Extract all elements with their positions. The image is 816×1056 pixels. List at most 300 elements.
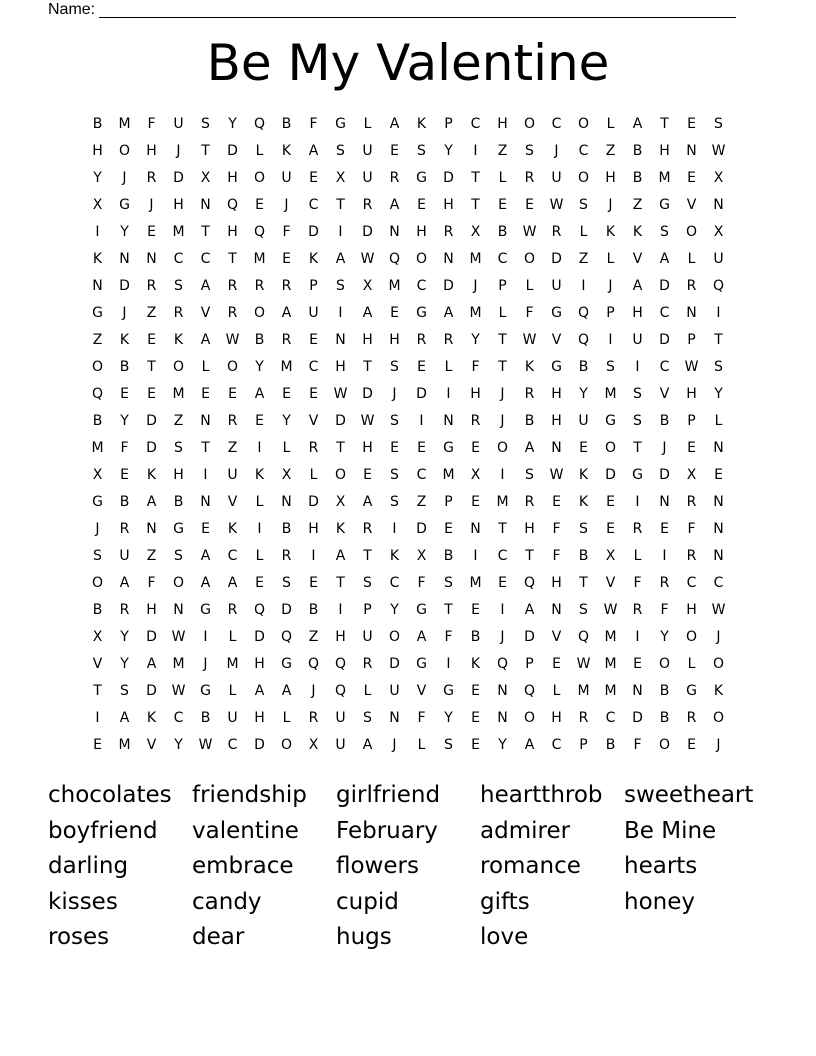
grid-letter[interactable]: H xyxy=(551,575,562,591)
grid-letter[interactable]: Y xyxy=(120,224,129,240)
grid-letter[interactable]: W xyxy=(360,413,375,429)
grid-letter[interactable]: H xyxy=(389,332,400,348)
grid-letter[interactable]: Y xyxy=(498,737,507,753)
grid-letter[interactable]: N xyxy=(200,494,211,510)
grid-letter[interactable]: M xyxy=(469,575,482,591)
grid-letter[interactable]: R xyxy=(281,332,292,348)
grid-letter[interactable]: K xyxy=(92,251,103,267)
grid-letter[interactable]: H xyxy=(551,710,562,726)
grid-letter[interactable]: E xyxy=(120,467,129,483)
grid-letter[interactable]: N xyxy=(713,494,724,510)
grid-letter[interactable]: S xyxy=(390,413,399,429)
grid-letter[interactable]: H xyxy=(362,440,373,456)
grid-letter[interactable]: Y xyxy=(579,386,588,402)
grid-letter[interactable]: H xyxy=(659,143,670,159)
grid-letter[interactable]: U xyxy=(308,305,319,321)
grid-letter[interactable]: H xyxy=(335,359,346,375)
grid-letter[interactable]: E xyxy=(93,737,102,753)
grid-letter[interactable]: F xyxy=(444,629,453,645)
grid-letter[interactable]: E xyxy=(552,656,561,672)
grid-letter[interactable]: H xyxy=(632,305,643,321)
grid-letter[interactable]: M xyxy=(577,683,590,699)
grid-letter[interactable]: M xyxy=(388,278,401,294)
grid-letter[interactable]: D xyxy=(254,737,265,753)
grid-letter[interactable]: R xyxy=(578,710,589,726)
grid-letter[interactable]: D xyxy=(362,224,373,240)
grid-letter[interactable]: V xyxy=(416,683,427,699)
grid-letter[interactable]: H xyxy=(308,521,319,537)
grid-letter[interactable]: H xyxy=(416,224,427,240)
grid-letter[interactable]: S xyxy=(417,143,426,159)
grid-letter[interactable]: V xyxy=(227,494,238,510)
grid-letter[interactable]: I xyxy=(338,224,343,240)
grid-letter[interactable]: E xyxy=(282,386,291,402)
grid-letter[interactable]: J xyxy=(311,683,316,699)
grid-letter[interactable]: G xyxy=(416,656,427,672)
grid-letter[interactable]: E xyxy=(282,251,291,267)
grid-letter[interactable]: I xyxy=(203,467,208,483)
grid-letter[interactable]: O xyxy=(91,575,104,591)
grid-letter[interactable]: G xyxy=(686,683,697,699)
grid-letter[interactable]: R xyxy=(308,440,319,456)
grid-letter[interactable]: N xyxy=(146,521,157,537)
grid-letter[interactable]: T xyxy=(444,602,453,618)
grid-letter[interactable]: A xyxy=(200,278,211,294)
grid-letter[interactable]: N xyxy=(659,494,670,510)
grid-letter[interactable]: R xyxy=(659,575,670,591)
grid-letter[interactable]: N xyxy=(443,251,454,267)
grid-letter[interactable]: F xyxy=(552,548,561,564)
grid-letter[interactable]: E xyxy=(471,440,480,456)
grid-letter[interactable]: Q xyxy=(388,251,401,267)
grid-letter[interactable]: R xyxy=(443,332,454,348)
grid-letter[interactable]: A xyxy=(254,386,265,402)
grid-letter[interactable]: N xyxy=(281,494,292,510)
grid-letter[interactable]: X xyxy=(335,494,346,510)
grid-letter[interactable]: E xyxy=(363,467,372,483)
grid-letter[interactable]: Q xyxy=(226,197,239,213)
grid-letter[interactable]: R xyxy=(227,602,238,618)
grid-letter[interactable]: P xyxy=(525,656,534,672)
grid-letter[interactable]: S xyxy=(579,197,588,213)
grid-letter[interactable]: N xyxy=(551,602,562,618)
grid-letter[interactable]: A xyxy=(227,575,238,591)
grid-letter[interactable]: G xyxy=(551,359,562,375)
grid-letter[interactable]: Z xyxy=(605,143,616,159)
grid-letter[interactable]: K xyxy=(308,251,319,267)
grid-letter[interactable]: V xyxy=(686,197,697,213)
grid-letter[interactable]: D xyxy=(416,521,427,537)
grid-letter[interactable]: H xyxy=(497,116,508,132)
grid-letter[interactable]: H xyxy=(227,170,238,186)
grid-letter[interactable]: N xyxy=(497,683,508,699)
grid-letter[interactable]: Y xyxy=(444,143,453,159)
grid-letter[interactable]: V xyxy=(659,386,670,402)
grid-letter[interactable]: L xyxy=(444,359,453,375)
grid-letter[interactable]: X xyxy=(281,467,292,483)
grid-letter[interactable]: C xyxy=(173,251,184,267)
grid-letter[interactable]: Y xyxy=(120,656,129,672)
grid-letter[interactable]: C xyxy=(308,359,319,375)
grid-letter[interactable]: I xyxy=(257,440,262,456)
grid-letter[interactable]: H xyxy=(173,467,184,483)
grid-letter[interactable]: D xyxy=(308,224,319,240)
grid-letter[interactable]: O xyxy=(280,737,293,753)
grid-letter[interactable]: B xyxy=(605,737,616,753)
grid-letter[interactable]: G xyxy=(632,467,643,483)
grid-letter[interactable]: O xyxy=(685,629,698,645)
grid-letter[interactable]: U xyxy=(389,683,400,699)
grid-letter[interactable]: T xyxy=(660,116,669,132)
grid-letter[interactable]: I xyxy=(446,386,451,402)
grid-letter[interactable]: T xyxy=(633,440,642,456)
grid-letter[interactable]: Z xyxy=(416,494,427,510)
grid-letter[interactable]: E xyxy=(228,386,237,402)
grid-letter[interactable]: E xyxy=(498,575,507,591)
grid-letter[interactable]: F xyxy=(147,116,156,132)
grid-letter[interactable]: E xyxy=(309,575,318,591)
grid-letter[interactable]: M xyxy=(658,170,671,186)
grid-letter[interactable]: R xyxy=(686,548,697,564)
grid-letter[interactable]: E xyxy=(417,359,426,375)
grid-letter[interactable]: J xyxy=(284,197,289,213)
grid-letter[interactable]: J xyxy=(500,386,505,402)
grid-letter[interactable]: W xyxy=(576,656,591,672)
grid-letter[interactable]: D xyxy=(524,629,535,645)
grid-letter[interactable]: L xyxy=(714,413,723,429)
grid-letter[interactable]: I xyxy=(338,602,343,618)
grid-letter[interactable]: E xyxy=(606,494,615,510)
grid-letter[interactable]: I xyxy=(95,710,100,726)
grid-letter[interactable]: D xyxy=(146,440,157,456)
grid-letter[interactable]: T xyxy=(336,197,345,213)
grid-letter[interactable]: E xyxy=(471,494,480,510)
grid-letter[interactable]: G xyxy=(416,305,427,321)
grid-letter[interactable]: B xyxy=(92,602,103,618)
grid-letter[interactable]: D xyxy=(281,602,292,618)
grid-letter[interactable]: E xyxy=(255,413,264,429)
grid-letter[interactable]: R xyxy=(524,170,535,186)
grid-letter[interactable]: P xyxy=(498,278,507,294)
grid-letter[interactable]: Q xyxy=(577,629,590,645)
grid-letter[interactable]: A xyxy=(632,278,643,294)
grid-letter[interactable]: I xyxy=(635,359,640,375)
grid-letter[interactable]: U xyxy=(227,467,238,483)
grid-letter[interactable]: T xyxy=(336,575,345,591)
grid-letter[interactable]: A xyxy=(335,548,346,564)
grid-letter[interactable]: L xyxy=(606,251,615,267)
grid-letter[interactable]: W xyxy=(198,737,213,753)
grid-letter[interactable]: G xyxy=(200,683,211,699)
grid-letter[interactable]: T xyxy=(498,359,507,375)
grid-letter[interactable]: E xyxy=(687,737,696,753)
grid-letter[interactable]: O xyxy=(172,359,185,375)
grid-letter[interactable]: K xyxy=(227,521,238,537)
grid-letter[interactable]: U xyxy=(281,170,292,186)
grid-letter[interactable]: K xyxy=(173,332,184,348)
grid-letter[interactable]: G xyxy=(659,197,670,213)
grid-letter[interactable]: D xyxy=(335,413,346,429)
grid-letter[interactable]: J xyxy=(500,629,505,645)
grid-letter[interactable]: P xyxy=(579,737,588,753)
grid-letter[interactable]: S xyxy=(633,413,642,429)
grid-letter[interactable]: A xyxy=(200,575,211,591)
grid-letter[interactable]: S xyxy=(390,467,399,483)
grid-letter[interactable]: C xyxy=(173,710,184,726)
grid-letter[interactable]: X xyxy=(335,170,346,186)
grid-letter[interactable]: R xyxy=(362,656,373,672)
grid-letter[interactable]: H xyxy=(173,197,184,213)
grid-letter[interactable]: Q xyxy=(253,602,266,618)
grid-letter[interactable]: L xyxy=(363,683,372,699)
grid-letter[interactable]: A xyxy=(254,683,265,699)
grid-letter[interactable]: B xyxy=(659,710,670,726)
grid-letter[interactable]: S xyxy=(390,359,399,375)
grid-letter[interactable]: O xyxy=(172,575,185,591)
grid-letter[interactable]: I xyxy=(257,521,262,537)
grid-letter[interactable]: O xyxy=(253,305,266,321)
grid-letter[interactable]: E xyxy=(687,116,696,132)
grid-letter[interactable]: S xyxy=(390,494,399,510)
grid-letter[interactable]: R xyxy=(254,278,265,294)
grid-letter[interactable]: F xyxy=(687,521,696,537)
grid-letter[interactable]: I xyxy=(608,332,613,348)
grid-letter[interactable]: C xyxy=(578,143,589,159)
grid-letter[interactable]: F xyxy=(633,575,642,591)
grid-letter[interactable]: O xyxy=(91,359,104,375)
grid-letter[interactable]: U xyxy=(119,548,130,564)
grid-letter[interactable]: E xyxy=(147,332,156,348)
grid-letter[interactable]: G xyxy=(281,656,292,672)
grid-letter[interactable]: S xyxy=(444,737,453,753)
grid-letter[interactable]: Y xyxy=(714,386,723,402)
grid-letter[interactable]: T xyxy=(714,332,723,348)
grid-letter[interactable]: E xyxy=(309,332,318,348)
grid-letter[interactable]: A xyxy=(524,737,535,753)
grid-letter[interactable]: Z xyxy=(227,440,238,456)
grid-letter[interactable]: P xyxy=(606,305,615,321)
grid-letter[interactable]: V xyxy=(308,413,319,429)
grid-letter[interactable]: D xyxy=(119,278,130,294)
grid-letter[interactable]: I xyxy=(716,305,721,321)
grid-letter[interactable]: T xyxy=(363,359,372,375)
grid-letter[interactable]: R xyxy=(281,548,292,564)
grid-letter[interactable]: B xyxy=(92,413,103,429)
grid-letter[interactable]: A xyxy=(200,332,211,348)
grid-letter[interactable]: E xyxy=(255,197,264,213)
grid-letter[interactable]: O xyxy=(118,143,131,159)
grid-letter[interactable]: D xyxy=(227,143,238,159)
grid-letter[interactable]: J xyxy=(554,143,559,159)
grid-letter[interactable]: B xyxy=(470,629,481,645)
grid-letter[interactable]: W xyxy=(360,251,375,267)
grid-letter[interactable]: T xyxy=(363,548,372,564)
grid-letter[interactable]: A xyxy=(659,251,670,267)
grid-letter[interactable]: I xyxy=(392,521,397,537)
grid-letter[interactable]: T xyxy=(336,440,345,456)
grid-letter[interactable]: F xyxy=(633,737,642,753)
grid-letter[interactable]: M xyxy=(118,737,131,753)
grid-letter[interactable]: L xyxy=(525,278,534,294)
grid-letter[interactable]: Z xyxy=(308,629,319,645)
grid-letter[interactable]: L xyxy=(228,683,237,699)
grid-letter[interactable]: D xyxy=(308,494,319,510)
grid-letter[interactable]: R xyxy=(389,170,400,186)
grid-letter[interactable]: J xyxy=(203,656,208,672)
grid-letter[interactable]: O xyxy=(334,467,347,483)
grid-letter[interactable]: E xyxy=(201,521,210,537)
grid-letter[interactable]: K xyxy=(254,467,265,483)
grid-letter[interactable]: T xyxy=(201,143,210,159)
grid-letter[interactable]: O xyxy=(577,116,590,132)
grid-letter[interactable]: R xyxy=(416,332,427,348)
grid-letter[interactable]: A xyxy=(362,494,373,510)
grid-letter[interactable]: X xyxy=(200,170,211,186)
grid-letter[interactable]: E xyxy=(417,440,426,456)
grid-letter[interactable]: I xyxy=(662,548,667,564)
grid-letter[interactable]: I xyxy=(500,467,505,483)
grid-letter[interactable]: A xyxy=(524,602,535,618)
grid-letter[interactable]: O xyxy=(658,656,671,672)
grid-letter[interactable]: O xyxy=(658,737,671,753)
grid-letter[interactable]: Y xyxy=(93,170,102,186)
grid-letter[interactable]: U xyxy=(551,170,562,186)
grid-letter[interactable]: C xyxy=(551,737,562,753)
grid-letter[interactable]: M xyxy=(469,305,482,321)
grid-letter[interactable]: Z xyxy=(146,548,157,564)
grid-letter[interactable]: S xyxy=(120,683,129,699)
grid-letter[interactable]: M xyxy=(253,251,266,267)
grid-letter[interactable]: O xyxy=(712,710,725,726)
grid-letter[interactable]: I xyxy=(95,224,100,240)
grid-letter[interactable]: V xyxy=(605,575,616,591)
grid-letter[interactable]: R xyxy=(686,278,697,294)
grid-letter[interactable]: M xyxy=(604,629,617,645)
grid-letter[interactable]: X xyxy=(713,224,724,240)
grid-letter[interactable]: U xyxy=(362,629,373,645)
grid-letter[interactable]: C xyxy=(416,467,427,483)
grid-letter[interactable]: H xyxy=(254,656,265,672)
grid-letter[interactable]: J xyxy=(662,440,667,456)
grid-letter[interactable]: B xyxy=(119,494,130,510)
grid-letter[interactable]: G xyxy=(173,521,184,537)
grid-letter[interactable]: E xyxy=(660,521,669,537)
grid-letter[interactable]: E xyxy=(201,386,210,402)
grid-letter[interactable]: I xyxy=(446,656,451,672)
grid-letter[interactable]: F xyxy=(120,440,129,456)
grid-letter[interactable]: N xyxy=(146,251,157,267)
grid-letter[interactable]: G xyxy=(335,116,346,132)
grid-letter[interactable]: Q xyxy=(577,305,590,321)
grid-letter[interactable]: B xyxy=(443,548,454,564)
grid-letter[interactable]: S xyxy=(579,602,588,618)
grid-letter[interactable]: Q xyxy=(253,116,266,132)
grid-letter[interactable]: L xyxy=(201,359,210,375)
grid-letter[interactable]: Q xyxy=(523,683,536,699)
grid-letter[interactable]: L xyxy=(282,440,291,456)
grid-letter[interactable]: K xyxy=(524,359,535,375)
grid-letter[interactable]: R xyxy=(551,224,562,240)
grid-letter[interactable]: A xyxy=(119,575,130,591)
grid-letter[interactable]: S xyxy=(579,521,588,537)
grid-letter[interactable]: A xyxy=(308,143,319,159)
grid-letter[interactable]: Y xyxy=(120,413,129,429)
grid-letter[interactable]: Y xyxy=(444,710,453,726)
grid-letter[interactable]: B xyxy=(308,602,319,618)
grid-letter[interactable]: R xyxy=(227,278,238,294)
grid-letter[interactable]: E xyxy=(309,386,318,402)
grid-letter[interactable]: N xyxy=(443,413,454,429)
grid-letter[interactable]: M xyxy=(280,359,293,375)
grid-letter[interactable]: H xyxy=(335,629,346,645)
grid-letter[interactable]: L xyxy=(417,737,426,753)
grid-letter[interactable]: B xyxy=(524,413,535,429)
grid-letter[interactable]: V xyxy=(146,737,157,753)
grid-letter[interactable]: X xyxy=(713,170,724,186)
grid-letter[interactable]: U xyxy=(335,710,346,726)
grid-letter[interactable]: R xyxy=(146,170,157,186)
grid-letter[interactable]: T xyxy=(579,575,588,591)
grid-letter[interactable]: J xyxy=(95,521,100,537)
grid-letter[interactable]: L xyxy=(687,656,696,672)
grid-letter[interactable]: G xyxy=(416,602,427,618)
grid-letter[interactable]: S xyxy=(525,143,534,159)
grid-letter[interactable]: S xyxy=(282,575,291,591)
grid-letter[interactable]: V xyxy=(200,305,211,321)
grid-letter[interactable]: O xyxy=(523,251,536,267)
grid-letter[interactable]: H xyxy=(686,386,697,402)
grid-letter[interactable]: C xyxy=(713,575,724,591)
grid-letter[interactable]: Y xyxy=(255,359,264,375)
grid-letter[interactable]: Y xyxy=(228,116,237,132)
grid-letter[interactable]: E xyxy=(390,143,399,159)
grid-letter[interactable]: W xyxy=(549,467,564,483)
grid-letter[interactable]: A xyxy=(632,116,643,132)
grid-letter[interactable]: I xyxy=(203,629,208,645)
grid-letter[interactable]: Q xyxy=(253,224,266,240)
grid-letter[interactable]: W xyxy=(711,602,726,618)
grid-letter[interactable]: B xyxy=(200,710,211,726)
grid-letter[interactable]: S xyxy=(714,116,723,132)
grid-letter[interactable]: U xyxy=(227,710,238,726)
grid-letter[interactable]: F xyxy=(282,224,291,240)
grid-letter[interactable]: R xyxy=(470,413,481,429)
grid-letter[interactable]: J xyxy=(149,197,154,213)
grid-letter[interactable]: L xyxy=(228,629,237,645)
grid-letter[interactable]: I xyxy=(473,143,478,159)
grid-letter[interactable]: U xyxy=(551,278,562,294)
grid-letter[interactable]: J xyxy=(392,386,397,402)
grid-letter[interactable]: R xyxy=(686,710,697,726)
grid-letter[interactable]: N xyxy=(551,440,562,456)
grid-letter[interactable]: X xyxy=(470,467,481,483)
grid-letter[interactable]: R xyxy=(362,197,373,213)
grid-letter[interactable]: M xyxy=(496,494,509,510)
grid-letter[interactable]: T xyxy=(471,197,480,213)
grid-letter[interactable]: S xyxy=(660,224,669,240)
grid-letter[interactable]: Y xyxy=(660,629,669,645)
grid-letter[interactable]: O xyxy=(415,251,428,267)
grid-letter[interactable]: A xyxy=(146,494,157,510)
grid-letter[interactable]: D xyxy=(443,170,454,186)
grid-letter[interactable]: W xyxy=(522,332,537,348)
grid-letter[interactable]: D xyxy=(173,170,184,186)
grid-letter[interactable]: P xyxy=(444,116,453,132)
grid-letter[interactable]: C xyxy=(227,737,238,753)
grid-letter[interactable]: O xyxy=(253,170,266,186)
grid-letter[interactable]: M xyxy=(91,440,104,456)
grid-letter[interactable]: N xyxy=(92,278,103,294)
